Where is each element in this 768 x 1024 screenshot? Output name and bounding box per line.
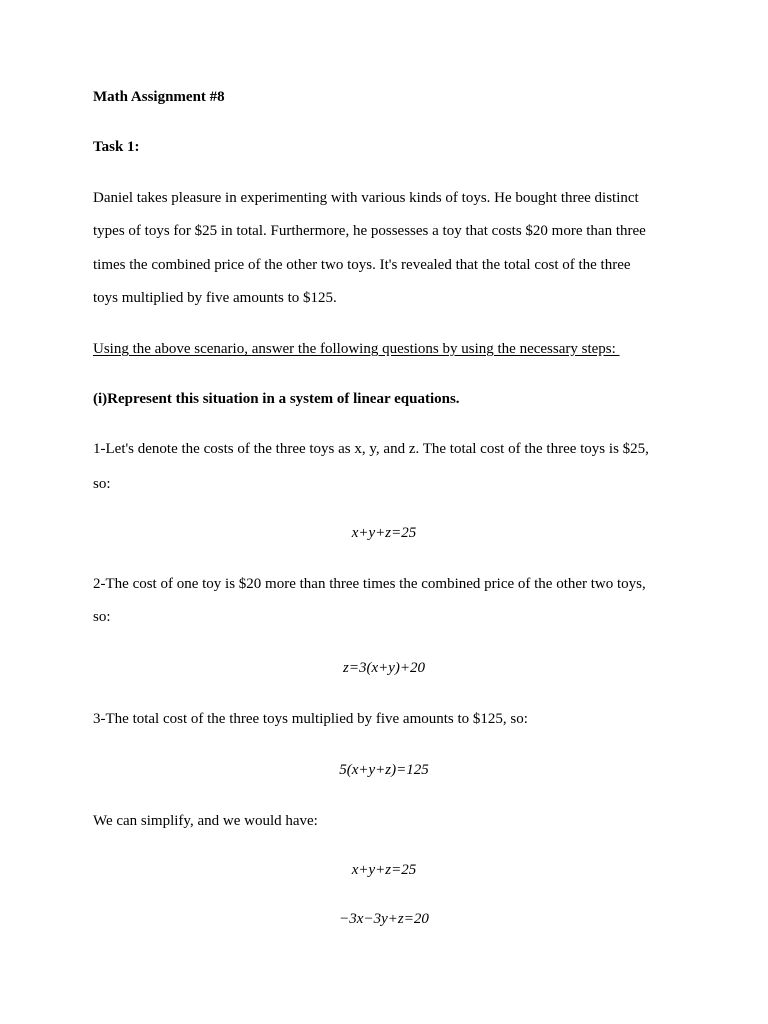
step-2-line: so:	[93, 609, 111, 625]
simplified-equation-1-text: x+y+z=25	[351, 862, 417, 878]
simplified-equation-2-text: −3x−3y+z=20	[339, 911, 429, 927]
step-1-line: so:	[93, 476, 111, 492]
step-2-line: 2-The cost of one toy is $20 more than three times the combined price of the other two toys,	[93, 576, 646, 592]
step-1-line: 1-Let's denote the costs of the three toys as x, y, and z. The total cost of the three toys is $25,	[93, 441, 649, 457]
equation-1-text: x+y+z=25	[351, 525, 417, 541]
equation-2	[0, 659, 768, 677]
instruction-text: Using the above scenario, answer the following questions by using the necessary steps:	[93, 341, 620, 357]
document-title: Math Assignment #8	[93, 89, 225, 105]
task-label: Task 1:	[93, 139, 140, 155]
simplified-equation-2	[0, 910, 768, 928]
simplified-equation-1	[0, 861, 768, 879]
simplify-text: We can simplify, and we would have:	[93, 813, 318, 829]
equation-1	[0, 524, 768, 542]
equation-2-text: z=3(x+y)+20	[342, 660, 425, 676]
scenario-line: times the combined price of the other two toys. It's revealed that the total cost of the three	[93, 257, 631, 273]
scenario-line: toys multiplied by five amounts to $125.	[93, 290, 337, 306]
scenario-line: Daniel takes pleasure in experimenting with various kinds of toys. He bought three distinct	[93, 190, 639, 206]
equation-3-text: 5(x+y+z)=125	[339, 762, 429, 778]
scenario-line: types of toys for $25 in total. Furthermore, he possesses a toy that costs $20 more than three	[93, 223, 646, 239]
question-heading: (i)Represent this situation in a system of linear equations.	[93, 391, 460, 407]
equation-3	[0, 761, 768, 779]
step-3-line: 3-The total cost of the three toys multiplied by five amounts to $125, so:	[93, 711, 528, 727]
